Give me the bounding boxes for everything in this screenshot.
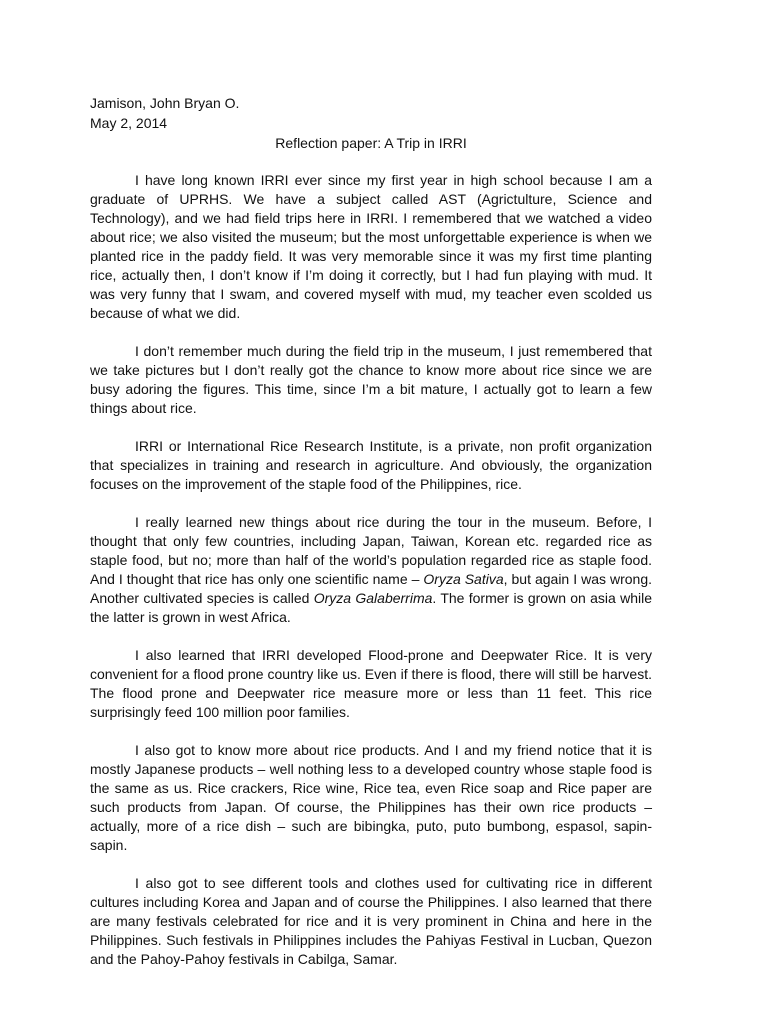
paragraph-5: I also learned that IRRI developed Flood-prone and Deepwater Rice. It is very convenient for a flood prone country like us. Even if there is flood, there will still be harvest. The flood prone and Deepwater rice measure more or less than 11 feet. This rice surprisingly feed 100 million poor families. [90,647,652,720]
species-name-glaberrima: Oryza Galaberrima [313,590,433,606]
paragraph-1: I have long known IRRI ever since my first year in high school because I am a graduate of UPRHS. We have a subject called AST (Agrictulture, Science and Technology), and we had field trips here in IRRI. I remembered that we watched a video about rice; we also visited the museum; but the most unforgettable experience is when we planted rice in the paddy field. It was very memorable since it was my first time planting rice, actually then, I don’t know if I’m doing it correctly, but I had fun playing with mud. It was very funny that I swam, and covered myself with mud, my teacher even scolded us because of what we did. [90,172,652,321]
paragraph-4-text-c: . The former is grown on asia while the latter is grown in west Africa. [90,590,652,625]
paragraph-7: I also got to see different tools and clothes used for cultivating rice in different cultures including Korea and Japan and of course the Philippines. I also learned that there are many festivals celebrated for rice and it is very prominent in China and here in the Philippines. Such festivals in Philippines includes the Pahiyas Festival in Lucban, Quezon and the Pahoy-Pahoy festivals in Cabilga, Samar. [90,875,652,967]
species-name-sativa: Oryza Sativa [423,571,504,587]
document-date: May 2, 2014 [90,115,168,131]
author-name: Jamison, John Bryan O. [90,95,240,111]
document-title: Reflection paper: A Trip in IRRI [275,135,467,151]
paragraph-4-text-b: , but again I was wrong. Another cultivated species is called [90,571,652,606]
paragraph-6: I also got to know more about rice products. And I and my friend notice that it is mostly Japanese products – well nothing less to a developed country whose staple food is the same as us. Rice crackers, Rice wine, Rice tea, even Rice soap and Rice paper are such products from Japan. Of course, the Philippines has their own rice products – actually, more of a rice dish – such are bibingka, puto, puto bumbong, espasol, sapin-sapin. [90,742,652,853]
paragraph-4 [90,513,652,627]
paragraph-2: I don’t remember much during the field trip in the museum, I just remembered that we take pictures but I don’t really got the chance to know more about rice since we are busy adoring the figures. This time, since I’m a bit mature, I actually got to learn a few things about rice. [90,343,652,416]
paragraph-4-text-a: I really learned new things about rice during the tour in the museum. Before, I thought that only few countries, including Japan, Taiwan, Korean etc. regarded rice as staple food, but no; more than half of the world’s population regarded rice as staple food. And I thought that rice has only one scientific name – [90,514,652,587]
paragraph-3: IRRI or International Rice Research Institute, is a private, non profit organization that specializes in training and research in agriculture. And obviously, the organization focuses on the improvement of the staple food of the Philippines, rice. [90,438,652,492]
